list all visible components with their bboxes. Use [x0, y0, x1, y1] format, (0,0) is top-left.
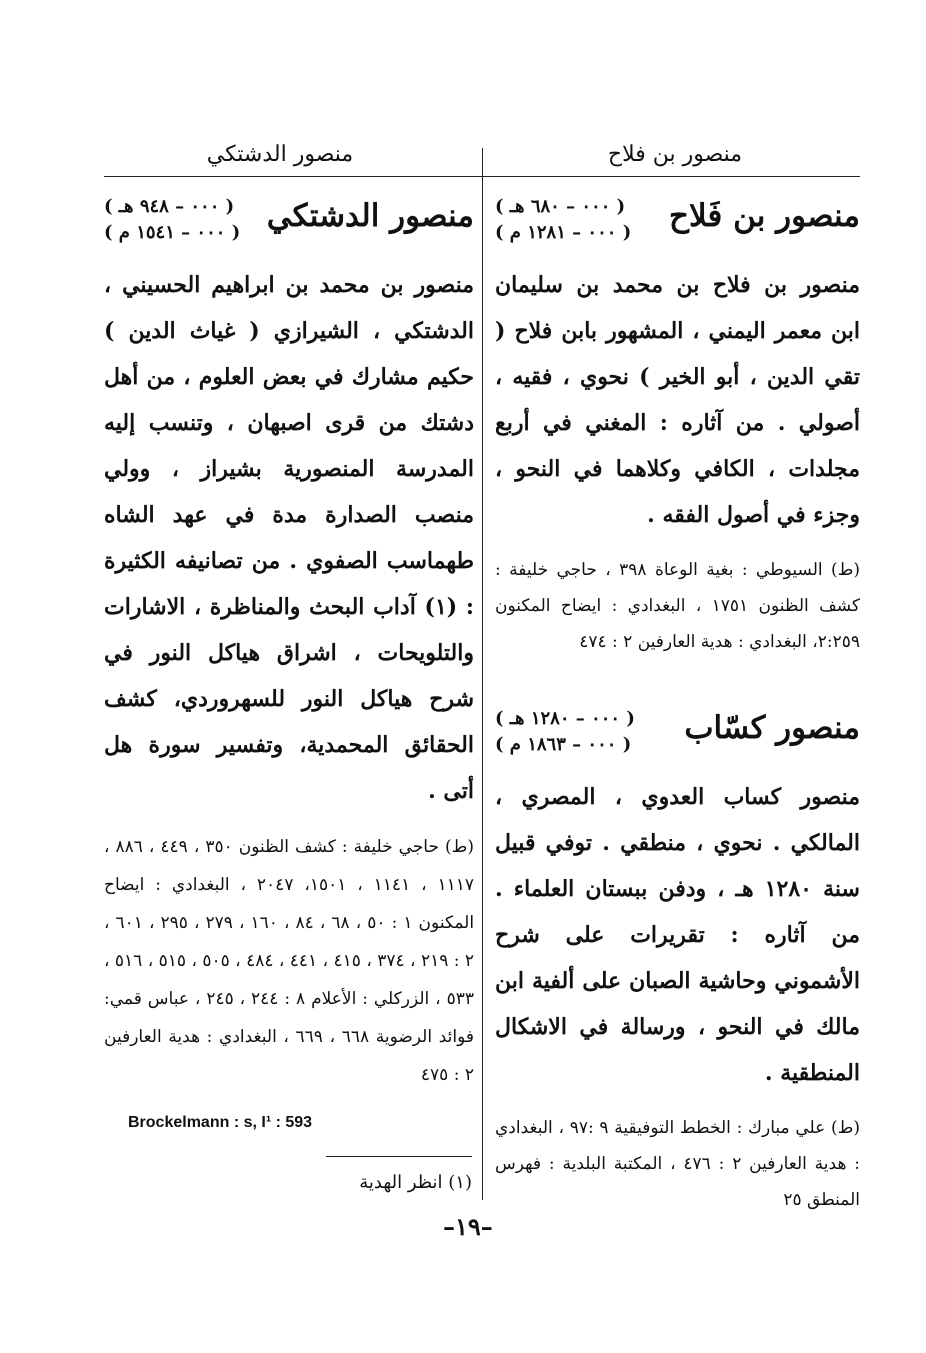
entry-name: منصور بن فَلاح [669, 198, 860, 234]
column-divider [482, 148, 483, 1200]
entry-heading [495, 192, 860, 256]
entry-name: منصور كسّاب [684, 710, 860, 746]
entry-ibn-falah [495, 192, 860, 660]
gregorian-dates: ( ٠٠٠ – ١٢٨١ م ) [495, 222, 632, 243]
entry-dates [495, 706, 635, 758]
running-header-right: منصور بن فلاح [607, 142, 743, 167]
entry-heading [495, 704, 860, 768]
hijri-dates: ( ٠٠٠ – ٦٨٠ هـ ) [495, 196, 626, 217]
gregorian-dates: ( ٠٠٠ – ١٥٤١ م ) [104, 222, 241, 243]
entry-dates [104, 194, 240, 246]
entry-kassab [495, 704, 860, 1218]
entry-dashtaki [104, 192, 474, 1094]
page-number: –١٩– [443, 1212, 493, 1241]
entry-references: (ط) علي مبارك : الخطط التوفيقية ٩ :٩٧ ، البغدادي : هدية العارفين ٢ : ٤٧٦ ، المكتبة البلدية : فهرس المنطق ٢٥ [495, 1118, 860, 1210]
entry-dates [495, 194, 631, 246]
gregorian-dates: ( ٠٠٠ – ١٨٦٣ م ) [495, 734, 632, 755]
left-column [104, 192, 474, 1094]
right-column [495, 192, 860, 1218]
entry-references: (ط) حاجي خليفة : كشف الظنون ٣٥٠ ، ٤٤٩ ، ٨٨٦ ، ١١١٧ ، ١١٤١ ، ١٥٠١، ٢٠٤٧ ، البغدادي : ايضاح المكنون ١ : ٥٠ ، ٦٨ ، ٨٤ ، ١٦٠ ، ٢٧٩ ، ٢٩٥ ، ٦٠١ ، ٢ : ٢١٩ ، ٣٧٤ ، ٤١٥ ، ٤٤١ ، ٤٨٤ ، ٥٠٥ ، ٥١٥ ، ٥١٦ ، ٥٣٣ ، الزركلي : الأعلام ٨ : ٢٤٤ ، ٢٤٥ ، عباس قمي: فوائد الرضوية ٦٦٨ ، ٦٦٩ ، البغدادي : هدية العارفين ٢ : ٤٧٥ [104, 837, 475, 1085]
hijri-dates: ( ٠٠٠ – ١٢٨٠ هـ ) [495, 708, 635, 729]
entry-body: منصور بن فلاح بن محمد بن سليمان ابن معمر اليمني ، المشهور بابن فلاح ( تقي الدين ، أبو الخير ) نحوي ، فقيه ، أصولي . من آثاره : المغني في أربع مجلدات ، الكافي وكلاهما في النحو ، وجزء في أصول الفقه . [495, 272, 860, 528]
entry-body: منصور بن محمد بن ابراهيم الحسيني ، الدشتكي ، الشيرازي ( غياث الدين ) حكيم مشارك في بعض العلوم ، من أهل دشتك من قرى اصبهان ، وتنسب إليه المدرسة المنصورية بشيراز ، وولي منصب الصدارة مدة في عهد الشاه طهماسب الصفوي . من تصانيفه الكثيرة : (١) آداب البحث والمناظرة ، الاشارات والتلويحات ، اشراق هياكل النور في شرح هياكل النور للسهروردي، كشف الحقائق المحمدية، وتفسير سورة هل أتى . [104, 272, 474, 804]
running-header-left: منصور الدشتكي [206, 142, 354, 167]
footnote: (١) انظر الهدية [359, 1172, 472, 1193]
entry-heading [104, 192, 474, 256]
entry-references: (ط) السيوطي : بغية الوعاة ٣٩٨ ، حاجي خليفة : كشف الظنون ١٧٥١ ، البغدادي : ايضاح المكنون ٢:٢٥٩، البغدادي : هدية العارفين ٢ : ٤٧٤ [495, 560, 860, 652]
hijri-dates: ( ٠٠٠ – ٩٤٨ هـ ) [104, 196, 235, 217]
footnote-rule [326, 1156, 472, 1157]
latin-reference: Brockelmann : s, I¹ : 593 [128, 1114, 313, 1131]
entry-body: منصور كساب العدوي ، المصري ، المالكي . نحوي ، منطقي . توفي قبيل سنة ١٢٨٠ هـ ، ودفن ببستان العلماء . من آثاره : تقريرات على شرح الأشموني وحاشية الصبان على ألفية ابن مالك في النحو ، ورسالة في الاشكال المنطقية . [495, 784, 860, 1086]
entry-name: منصور الدشتكي [266, 198, 474, 234]
